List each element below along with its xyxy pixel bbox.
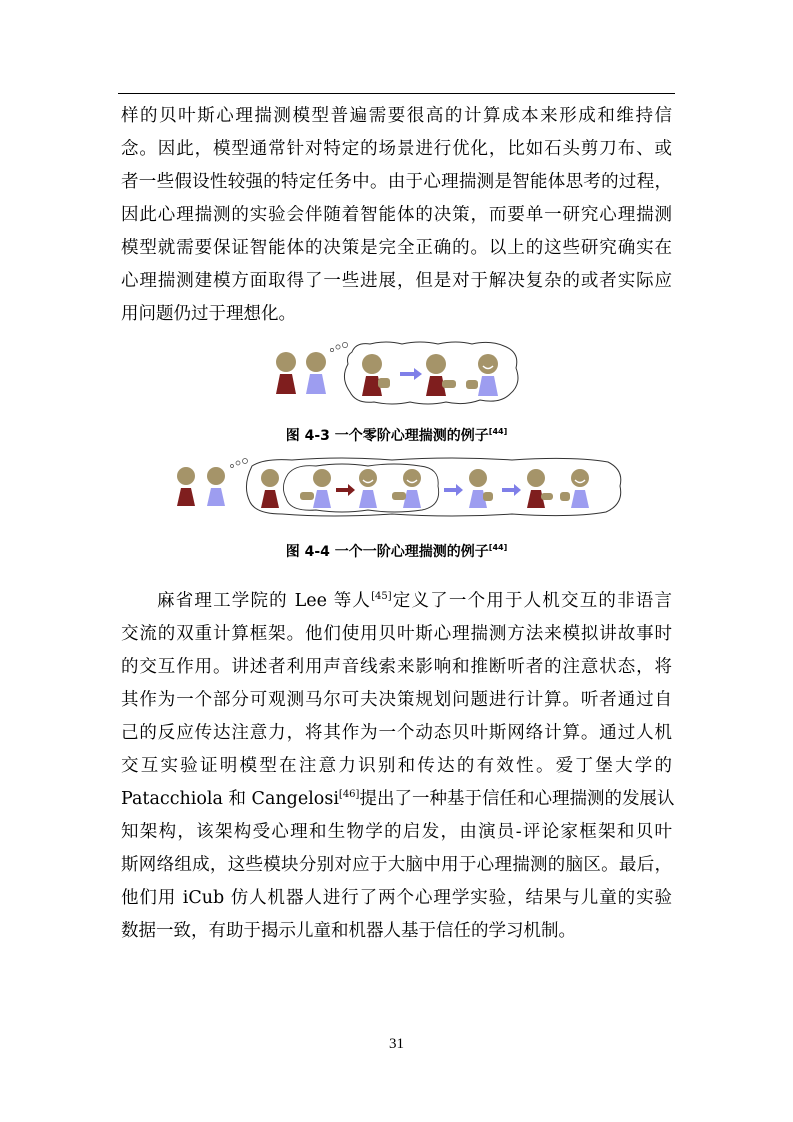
text-line: 念。因此，模型通常针对特定的场景进行优化，比如石头剪刀布、或 xyxy=(121,139,672,159)
text-line: 样的贝叶斯心理揣测模型普遍需要很高的计算成本来形成和维持信 xyxy=(121,106,672,126)
text-line: 知架构，该架构受心理和生物学的启发，由演员-评论家框架和贝叶 xyxy=(121,822,672,842)
text-line: Patacchiola 和 Cangelosi[46]提出了一种基于信任和心理揣测的发展认 xyxy=(121,789,675,809)
text-line: 己的反应传达注意力，将其作为一个动态贝叶斯网络计算。通过人机 xyxy=(121,723,672,743)
text-line: 其作为一个部分可观测马尔可夫决策规划问题进行计算。听者通过自 xyxy=(121,690,672,710)
person-blue xyxy=(306,352,326,394)
person-blue xyxy=(207,467,225,506)
text-line: 模型就需要保证智能体的决策是完全正确的。以上的这些研究确实在 xyxy=(121,238,672,258)
text-line: 的交互作用。讲述者利用声音线索来影响和推断听者的注意状态，将 xyxy=(121,657,672,677)
citation-ref: [44] xyxy=(488,543,508,552)
text-line: 数据一致，有助于揭示儿童和机器人基于信任的学习机制。 xyxy=(121,921,576,941)
person-dark-red xyxy=(276,352,296,394)
text-line: 斯网络组成，这些模块分别对应于大脑中用于心理揣测的脑区。最后， xyxy=(121,855,672,875)
page-number: 31 xyxy=(389,1036,404,1052)
citation-ref: [44] xyxy=(488,427,508,436)
text-line: 者一些假设性较强的特定任务中。由于心理揣测是智能体思考的过程， xyxy=(121,172,672,192)
rock-hand-icon xyxy=(483,492,493,501)
rock-hand-icon xyxy=(378,378,390,388)
header-rule xyxy=(118,93,675,94)
figure-caption: 图 4-4 一个一阶心理揣测的例子[44] xyxy=(285,543,508,560)
text-line: 心理揣测建模方面取得了一些进展，但是对于解决复杂的或者实际应 xyxy=(121,271,672,291)
scissors-hand-icon xyxy=(541,493,553,500)
thought-dots xyxy=(330,342,347,351)
paper-hand-icon xyxy=(300,492,314,500)
paper-hand-icon xyxy=(442,380,456,388)
text-line: 交流的双重计算框架。他们使用贝叶斯心理揣测方法来模拟讲故事时 xyxy=(121,624,672,644)
thought-dots xyxy=(231,459,248,468)
citation-ref: [46] xyxy=(338,789,360,800)
text-line: 他们用 iCub 仿人机器人进行了两个心理学实验，结果与儿童的实验 xyxy=(121,888,672,908)
scissors-hand-icon xyxy=(466,380,478,389)
text-line: 因此心理揣测的实验会伴随着智能体的决策，而要单一研究心理揣测 xyxy=(121,205,672,225)
paper-hand-icon xyxy=(392,492,406,500)
person-dark-red xyxy=(177,467,195,506)
citation-ref: [45] xyxy=(371,591,392,602)
text-line: 用问题仍过于理想化。 xyxy=(121,304,296,324)
paragraph-1 xyxy=(121,100,672,331)
text-line: 麻省理工学院的 Lee 等人[45]定义了一个用于人机交互的非语言 xyxy=(157,591,672,611)
figure-first-order-illustration xyxy=(172,456,624,518)
rock-hand-icon xyxy=(560,492,570,501)
paragraph-2 xyxy=(121,585,675,948)
figure-caption: 图 4-3 一个零阶心理揣测的例子[44] xyxy=(285,427,508,444)
text-line: 交互实验证明模型在注意力识别和传达的有效性。爱丁堡大学的 xyxy=(121,756,672,776)
figure-zero-order-illustration xyxy=(268,338,523,408)
